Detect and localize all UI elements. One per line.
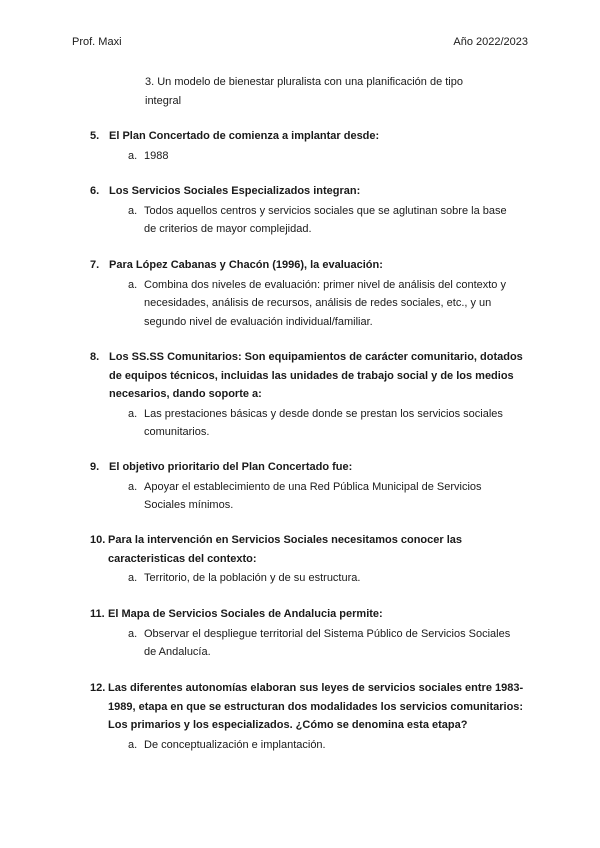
- question-text: El Plan Concertado de comienza a implantar desde:: [109, 130, 380, 142]
- question-number: 12.: [90, 682, 106, 694]
- question-number: 5.: [90, 130, 100, 142]
- continuation-line: integral: [145, 95, 182, 107]
- answer-letter: a.: [128, 204, 138, 217]
- answer-letter: a.: [128, 738, 138, 751]
- question-item: [90, 458, 530, 515]
- question-text: Los Servicios Sociales Especializados integran:: [109, 185, 361, 197]
- question-item: [90, 348, 530, 442]
- question-number: 7.: [90, 259, 100, 271]
- answer-text: Las prestaciones básicas y desde donde se prestan los servicios sociales comunitarios.: [144, 407, 503, 438]
- header-author: Prof. Maxi: [72, 36, 122, 48]
- question-item: [90, 256, 530, 331]
- answer-letter: a.: [128, 480, 138, 493]
- answer-text: De conceptualización e implantación.: [144, 738, 326, 751]
- question-number: 9.: [90, 461, 100, 473]
- answer-text: Observar el despliegue territorial del Sistema Público de Servicios Sociales de Andalucía.: [144, 627, 511, 658]
- question-number: 8.: [90, 351, 100, 363]
- question-text: Las diferentes autonomías elaboran sus leyes de servicios sociales entre 1983-1989, etapa en que se estructuran dos modalidades los servicios comunitarios: Los primarios y los especializados. ¿Cómo se denomina esta etapa?: [108, 682, 524, 731]
- answer-text: Territorio, de la población y de su estructura.: [144, 572, 361, 584]
- answer-text: 1988: [144, 149, 169, 162]
- answer-letter: a.: [128, 407, 138, 420]
- question-text: Los SS.SS Comunitarios: Son equipamientos de carácter comunitario, dotados de equipos técnicos, incluidas las unidades de trabajo social y de los medios necesarios, dando soporte a:: [109, 351, 523, 400]
- question-text: El Mapa de Servicios Sociales de Andalucia permite:: [108, 608, 383, 620]
- question-item: [90, 679, 530, 754]
- answer-text: Todos aquellos centros y servicios sociales que se aglutinan sobre la base de criterios de mayor complejidad.: [144, 204, 507, 235]
- question-item: [90, 127, 530, 165]
- header-year: Año 2022/2023: [453, 36, 528, 48]
- answer-text: Apoyar el establecimiento de una Red Pública Municipal de Servicios Sociales mínimos.: [144, 480, 482, 511]
- question-item: [90, 605, 530, 662]
- question-text: El objetivo prioritario del Plan Concertado fue:: [109, 461, 353, 473]
- continuation-line: 3. Un modelo de bienestar pluralista con una planificación de tipo: [145, 76, 463, 88]
- answer-letter: a.: [128, 627, 138, 640]
- answer-letter: a.: [128, 278, 138, 291]
- question-number: 11.: [90, 608, 105, 620]
- question-number: 6.: [90, 185, 100, 197]
- answer-text: Combina dos niveles de evaluación: primer nivel de análisis del contexto y necesidades, análisis de recursos, análisis de redes sociales, etc., y un segundo nivel de evaluación individual/familiar.: [144, 278, 506, 328]
- question-item: [90, 531, 530, 588]
- answer-letter: a.: [128, 149, 138, 162]
- question-text: Para López Cabanas y Chacón (1996), la evaluación:: [109, 259, 383, 271]
- answer-letter: a.: [128, 572, 138, 584]
- question-text: Para la intervención en Servicios Sociales necesitamos conocer las caracteristicas del contexto:: [108, 534, 463, 565]
- question-number: 10.: [90, 534, 106, 546]
- question-item: [90, 182, 530, 239]
